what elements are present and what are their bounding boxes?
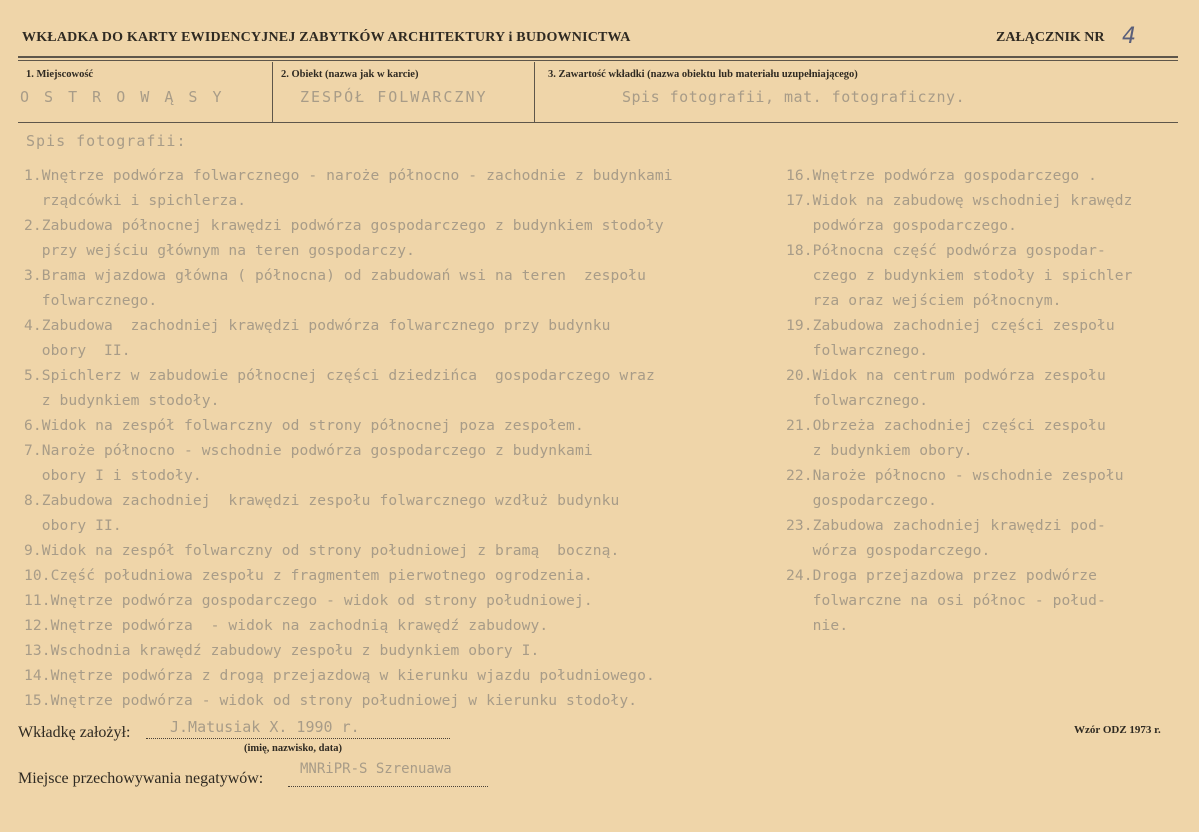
list-item: folwarcznego. bbox=[786, 342, 929, 359]
list-item: obory II. bbox=[24, 342, 131, 359]
list-item: 20.Widok na centrum podwórza zespołu bbox=[786, 367, 1106, 384]
list-item: 23.Zabudowa zachodniej krawędzi pod- bbox=[786, 517, 1106, 534]
locality-value: O S T R O W Ą S Y bbox=[20, 88, 225, 106]
object-label: 2. Obiekt (nazwa jak w karcie) bbox=[281, 69, 419, 80]
negatives-storage-line bbox=[288, 786, 488, 787]
list-item: 22.Naroże północno - wschodnie zespołu bbox=[786, 467, 1124, 484]
list-item: 9.Widok na zespół folwarczny od strony południowej z bramą boczną. bbox=[24, 542, 620, 559]
list-item: podwórza gospodarczego. bbox=[786, 217, 1018, 234]
list-item: 18.Północna część podwórza gospodar- bbox=[786, 242, 1106, 259]
list-item: z budynkiem stodoły. bbox=[24, 392, 220, 409]
created-by-hint: (imię, nazwisko, data) bbox=[244, 743, 342, 754]
field-divider-2 bbox=[534, 62, 535, 122]
list-item: folwarczne na osi północ - połud- bbox=[786, 592, 1106, 609]
list-item: 11.Wnętrze podwórza gospodarczego - widok od strony południowej. bbox=[24, 592, 593, 609]
list-item: nie. bbox=[786, 617, 849, 634]
list-item: 6.Widok na zespół folwarczny od strony północnej poza zespołem. bbox=[24, 417, 584, 434]
list-item: z budynkiem obory. bbox=[786, 442, 973, 459]
list-item: 10.Część południowa zespołu z fragmentem pierwotnego ogrodzenia. bbox=[24, 567, 593, 584]
list-item: rządcówki i spichlerza. bbox=[24, 192, 247, 209]
list-item: przy wejściu głównym na teren gospodarczy. bbox=[24, 242, 415, 259]
fields-bottom-rule bbox=[18, 122, 1178, 123]
content-value: Spis fotografii, mat. fotograficzny. bbox=[622, 88, 966, 106]
created-by-label: Wkładkę założył: bbox=[18, 724, 131, 741]
photo-list-title: Spis fotografii: bbox=[26, 132, 187, 150]
list-item: 7.Naroże północno - wschodnie podwórza gospodarczego z budynkami bbox=[24, 442, 593, 459]
list-item: 5.Spichlerz w zabudowie północnej części dziedzińca gospodarczego wraz bbox=[24, 367, 655, 384]
list-item: 14.Wnętrze podwórza z drogą przejazdową w kierunku wjazdu południowego. bbox=[24, 667, 655, 684]
content-label: 3. Zawartość wkładki (nazwa obiektu lub materiału uzupełniającego) bbox=[548, 69, 858, 80]
list-item: 19.Zabudowa zachodniej części zespołu bbox=[786, 317, 1115, 334]
negatives-storage-value: MNRiPR-S Szrenuawa bbox=[300, 761, 452, 777]
list-item: gospodarczego. bbox=[786, 492, 938, 509]
list-item: 12.Wnętrze podwórza - widok na zachodnią krawędź zabudowy. bbox=[24, 617, 549, 634]
list-item: 4.Zabudowa zachodniej krawędzi podwórza folwarcznego przy budynku bbox=[24, 317, 611, 334]
list-item: obory I i stodoły. bbox=[24, 467, 202, 484]
created-by-line bbox=[146, 738, 450, 739]
object-value: ZESPÓŁ FOLWARCZNY bbox=[300, 88, 488, 106]
photo-list-right-column bbox=[786, 163, 1146, 638]
annex-label: ZAŁĄCZNIK NR bbox=[996, 30, 1105, 45]
card-title: WKŁADKA DO KARTY EWIDENCYJNEJ ZABYTKÓW ARCHITEKTURY i BUDOWNICTWA bbox=[22, 30, 631, 45]
list-item: 3.Brama wjazdowa główna ( północna) od zabudowań wsi na teren zespołu bbox=[24, 267, 647, 284]
list-item: 1.Wnętrze podwórza folwarcznego - naroże północno - zachodnie z budynkami bbox=[24, 167, 673, 184]
list-item: 2.Zabudowa północnej krawędzi podwórza gospodarczego z budynkiem stodoły bbox=[24, 217, 664, 234]
list-item: 16.Wnętrze podwórza gospodarczego . bbox=[786, 167, 1098, 184]
list-item: 8.Zabudowa zachodniej krawędzi zespołu folwarcznego wzdłuż budynku bbox=[24, 492, 620, 509]
list-item: folwarcznego. bbox=[24, 292, 158, 309]
list-item: folwarcznego. bbox=[786, 392, 929, 409]
field-divider-1 bbox=[272, 62, 273, 122]
list-item: 15.Wnętrze podwórza - widok od strony południowej w kierunku stodoły. bbox=[24, 692, 638, 709]
list-item: czego z budynkiem stodoły i spichler bbox=[786, 267, 1133, 284]
list-item: wórza gospodarczego. bbox=[786, 542, 991, 559]
header-rule-top bbox=[18, 56, 1178, 58]
list-item: 24.Droga przejazdowa przez podwórze bbox=[786, 567, 1098, 584]
locality-label: 1. Miejscowość bbox=[26, 69, 94, 80]
form-code: Wzór ODZ 1973 r. bbox=[1074, 724, 1161, 736]
list-item: obory II. bbox=[24, 517, 122, 534]
list-item: 17.Widok na zabudowę wschodniej krawędz bbox=[786, 192, 1133, 209]
list-item: rza oraz wejściem północnym. bbox=[786, 292, 1062, 309]
created-by-value: J.Matusiak X. 1990 r. bbox=[170, 718, 360, 736]
list-item: 21.Obrzeża zachodniej części zespołu bbox=[786, 417, 1106, 434]
header-rule-bottom bbox=[18, 60, 1178, 61]
negatives-storage-label: Miejsce przechowywania negatywów: bbox=[18, 770, 264, 787]
annex-number: 4 bbox=[1122, 24, 1136, 49]
list-item: 13.Wschodnia krawędź zabudowy zespołu z budynkiem obory I. bbox=[24, 642, 540, 659]
photo-list-left-column bbox=[24, 163, 764, 713]
